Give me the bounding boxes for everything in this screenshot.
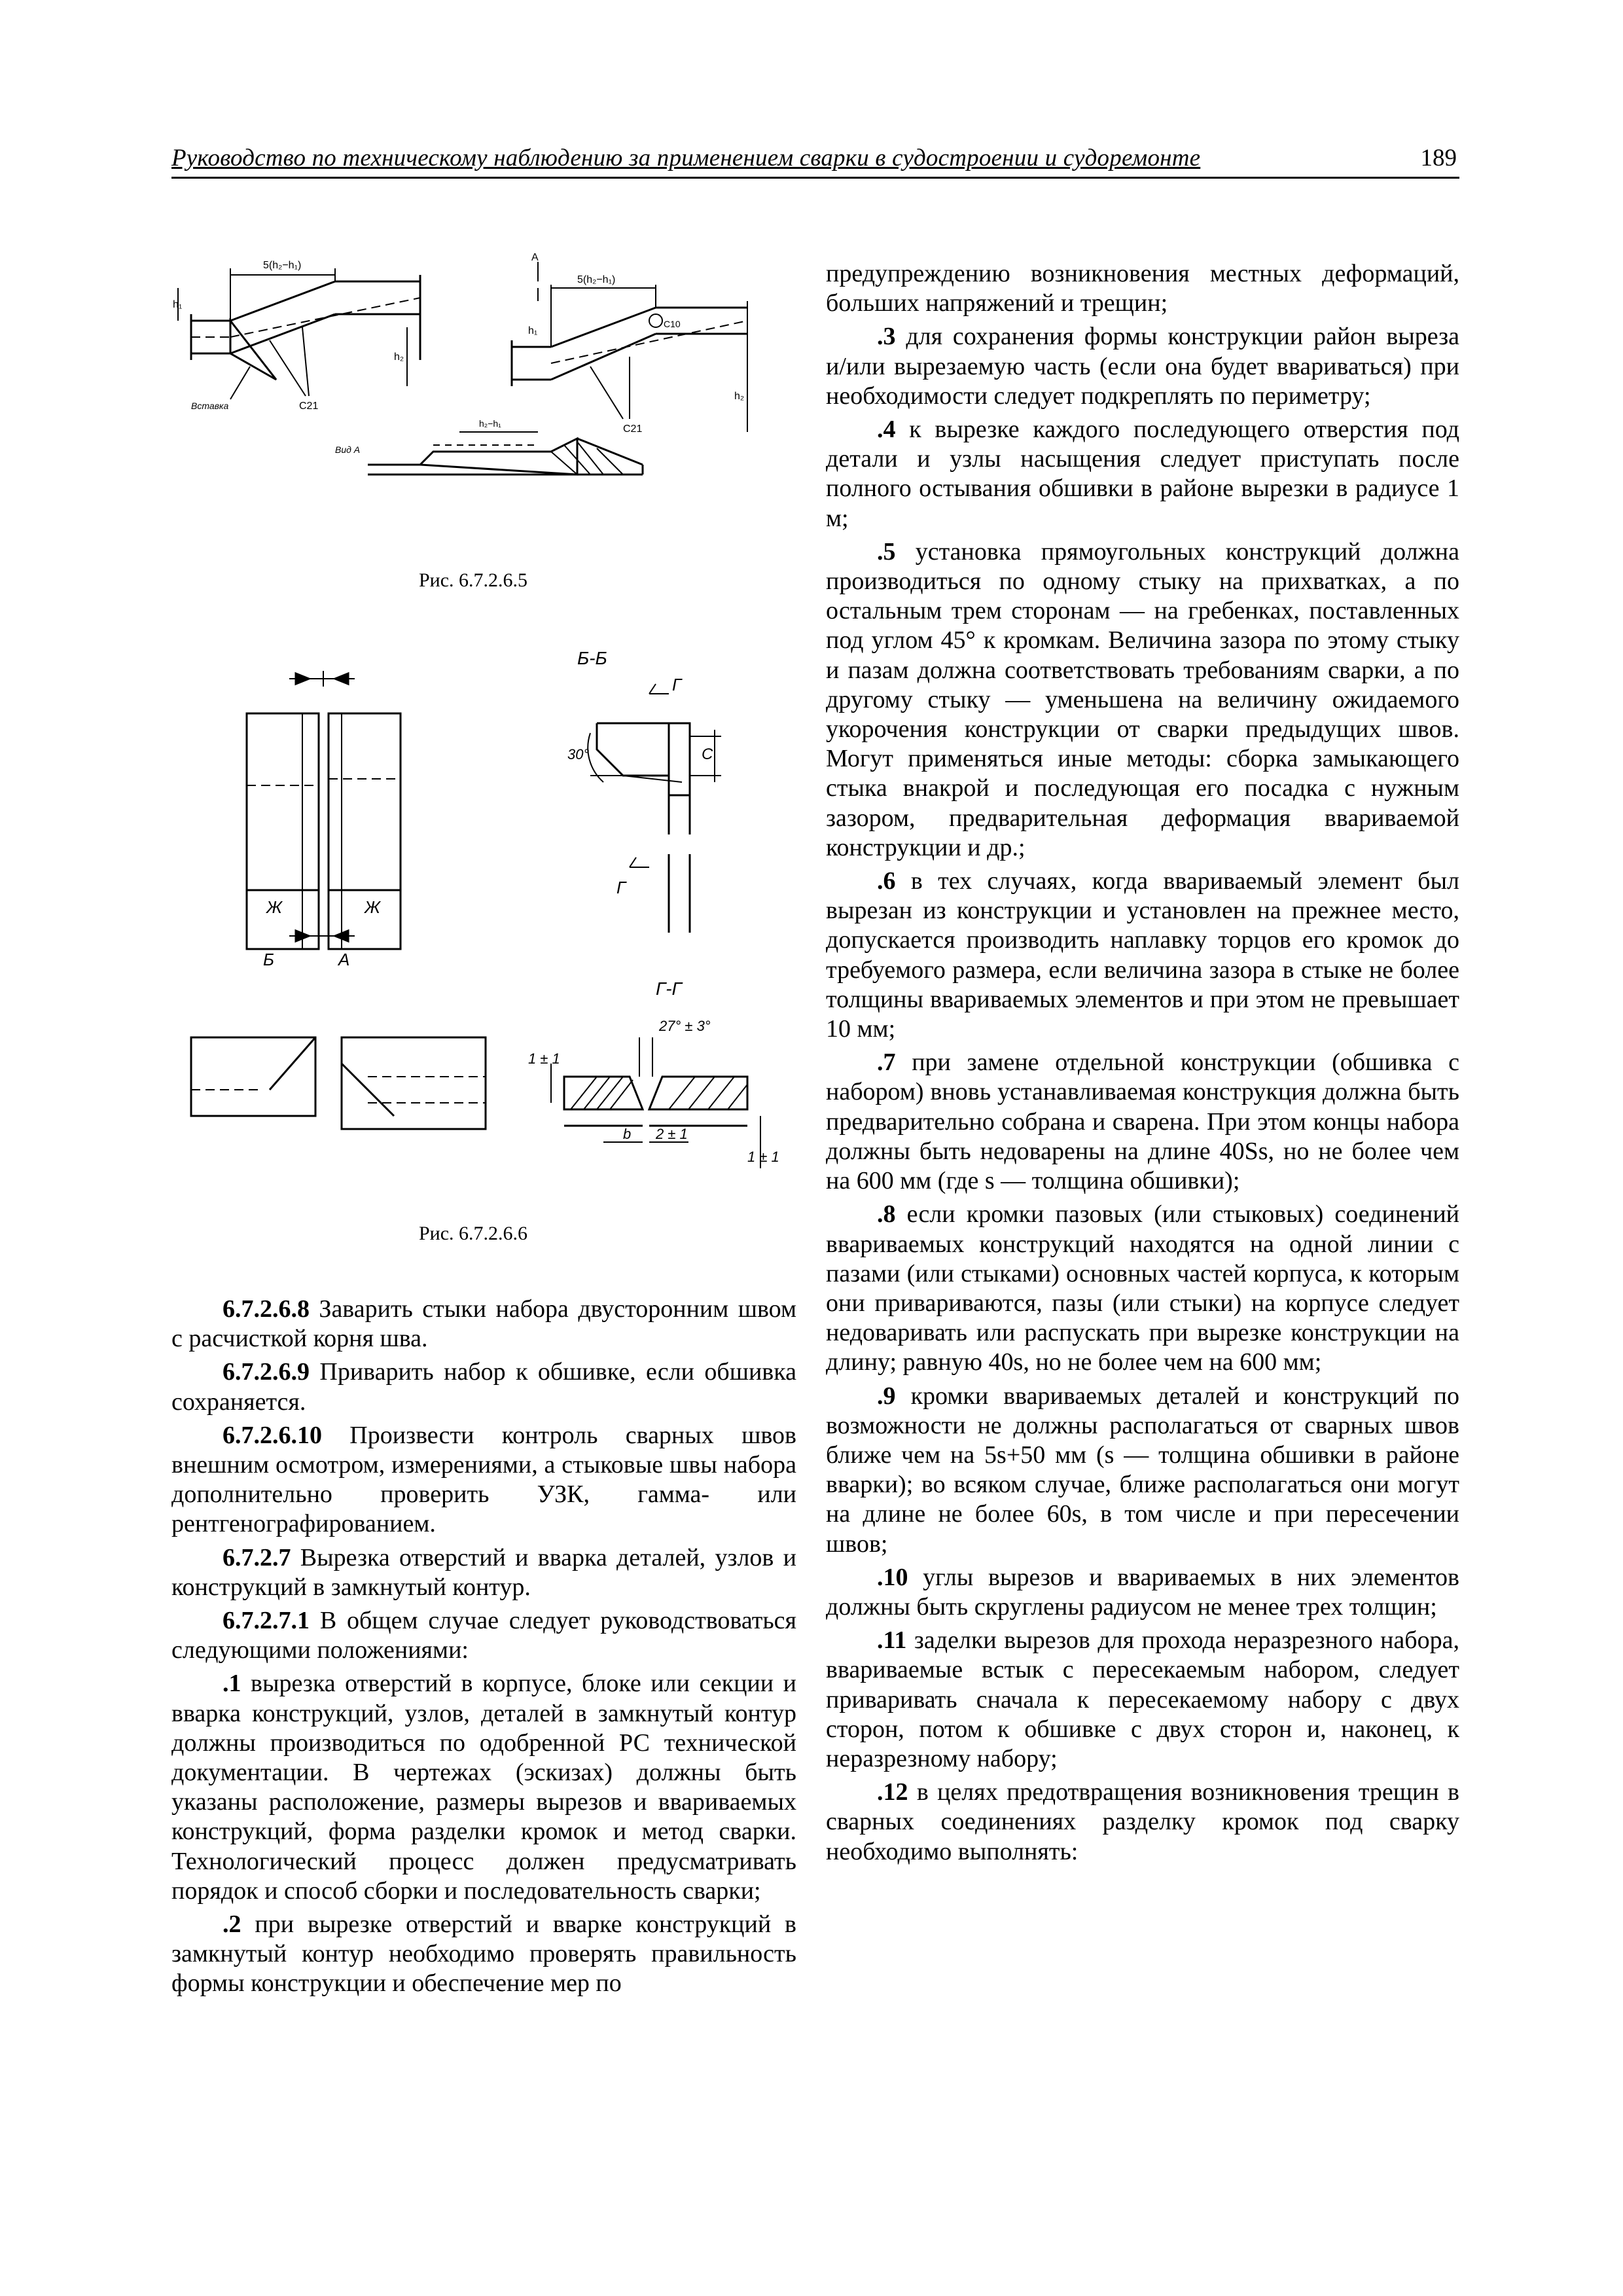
section-g-arrow-label: Г: [672, 675, 682, 694]
item-text: при замене отдельной конструкции (обшивка с набором) вновь устанавливаемая конструкция должна быть предварительно собрана и сварена. При этом концы набора должны быть недоварены на длине 40Ss, но не более чем на 600 мм (где s — толщина обшивки);: [826, 1049, 1459, 1195]
paragraph-6-7-2-6-8: [171, 1295, 796, 1354]
list-item-7: [826, 1048, 1459, 1196]
clause-text: Произвести контроль сварных швов внешним осмотром, измерениями, а стыковые швы набора дополнительно проверить УЗК, гамма- или рентгенографированием.: [171, 1421, 796, 1538]
item-text: вырезка отверстий в корпусе, блоке или секции и вварка конструкций, узлов, деталей в замкнутый контур должны производиться по одобренной РС технической документации. В чертежах (эскизах) должны быть указаны расположение, размеры вырезов и ввариваемых конструкций, форма разделки кромок и метод сварки. Технологический процесс должен предусматривать порядок и способ сборки и последовательность сварки;: [171, 1670, 796, 1905]
item-number: .3: [877, 323, 896, 351]
list-item-9: [826, 1382, 1459, 1559]
zh-left-label: Ж: [266, 897, 282, 917]
list-item-10: [826, 1563, 1459, 1622]
paragraph-6-7-2-6-10: [171, 1421, 796, 1539]
list-item-6: [826, 867, 1459, 1044]
item-text: если кромки пазовых (или стыковых) соединений ввариваемых конструкций находятся на одной линии с пазами (или стыками) основных частей корпуса, к которым они привариваются, пазы (или стыки) на корпусе следует недоваривать или распускать при вырезке конструкции на длину; равную 40s, но не более чем на 600 мм;: [826, 1200, 1459, 1376]
item-number: .9: [877, 1382, 896, 1410]
clause-text: В общем случае следует руководствоваться следующими положениями:: [171, 1607, 796, 1664]
a-letter-label: А: [338, 950, 350, 969]
h2-right-label: h₂: [734, 391, 745, 402]
item-text: установка прямоугольных конструкций должна производиться по одному стыку на прихватках, а по остальным трем сторонам — на гребенках, поставленных под углом 45° к кромкам. Величина зазора по этому стыку и пазам должна соответствовать требованиям сварки, а по другому стыку — уменьшена на величину ожидаемого укорочения конструкции от сварки предыдущих швов. Могут применяться иные методы: сборка замыкающего стыка внакрой и последующая его посадка с нужным зазором, предварительная деформация ввариваемой конструкции и др.;: [826, 537, 1459, 861]
item-text: кромки ввариваемых деталей и конструкций по возможности не должны располагаться от сварных швов ближе чем на 5s+50 мм (s — толщина обшивки в районе вварки); во всяком случае, ближе располагаться они могут на длине не более 60s, в том числе и при пересечении швов;: [826, 1382, 1459, 1558]
clause-text: Вырезка отверстий и вварка деталей, узлов и конструкций в замкнутый контур.: [171, 1543, 796, 1601]
list-item-3: [826, 322, 1459, 411]
gap-1-label: 1 ± 1: [528, 1050, 560, 1067]
item-number: .8: [877, 1200, 896, 1229]
vstavka-label: Вставка: [191, 401, 229, 411]
zh-right-label: Ж: [365, 897, 380, 917]
figure-caption-1: Рис. 6.7.2.6.5: [419, 569, 528, 591]
list-item-4: [826, 415, 1459, 533]
item-text: в тех случаях, когда ввариваемый элемент был вырезан из конструкции и установлен на прежнее место, допускается производить наплавку торцов его кромок до требуемого размера, если величина зазора в стыке не более толщины ввариваемых элементов и при этом не превышает 10 мм;: [826, 867, 1459, 1043]
item-number: .7: [877, 1049, 896, 1077]
item-text: углы вырезов и ввариваемых в них элементов должны быть скруглены радиусом не менее трех толщин;: [826, 1563, 1459, 1621]
item-text: заделки вырезов для прохода неразрезного набора, ввариваемые встык с пересекаемым набором, следует приваривать сначала к пересекаемому набору с двух сторон, потом к обшивке с двух сторон и, наконец, к неразрезному набору;: [826, 1626, 1459, 1772]
list-item-12: [826, 1778, 1459, 1867]
list-item-11: [826, 1626, 1459, 1774]
angle-30-label: 30°: [567, 746, 590, 762]
dim-label-left: 5(h₂−h₁): [263, 260, 302, 271]
dim-h-label: h₂−h₁: [479, 418, 501, 429]
header-title: Руководство по техническому наблюдению за применением сварки в судостроении и судоремонте: [171, 145, 1201, 171]
item-number: .11: [877, 1626, 907, 1655]
clause-text: Приварить набор к обшивке, если обшивка сохраняется.: [171, 1358, 796, 1416]
section-g-arrow-label-2: Г: [616, 878, 626, 897]
item-number: .4: [877, 416, 896, 444]
b-letter-label: Б: [263, 950, 274, 969]
paragraph-6-7-2-6-9: [171, 1357, 796, 1416]
paragraph-6-7-2-7: [171, 1543, 796, 1602]
page-number: 189: [1420, 145, 1457, 171]
angle-27-label: 27° ± 3°: [659, 1018, 711, 1034]
running-header: [171, 143, 1459, 179]
item-text: для сохранения формы конструкции район выреза и/или вырезаемую часть (если она будет ввариваться) при необходимости следует подкреплять по периметру;: [826, 323, 1459, 410]
continued-paragraph: предупреждению возникновения местных деформаций, больших напряжений и трещин;: [826, 260, 1459, 317]
list-item-1: [171, 1669, 796, 1906]
item-text: в целях предотвращения возникновения трещин в сварных соединениях разделку кромок под сварку необходимо выполнять:: [826, 1778, 1459, 1865]
paragraph-6-7-2-7-1: [171, 1606, 796, 1665]
clause-number: 6.7.2.7: [223, 1543, 291, 1571]
c21-right-label: С21: [623, 423, 643, 435]
figure-6-7-2-6-5: [171, 249, 813, 497]
gap-label: 2 ± 1: [656, 1126, 688, 1142]
c10-label: С10: [664, 319, 681, 329]
h1-left-label: h₁: [173, 299, 183, 310]
list-item-8: [826, 1200, 1459, 1377]
item-text: к вырезке каждого последующего отверстия под детали и узлы насыщения следует приступать после полного остывания обшивки в районе вырезки в радиусе 1 м;: [826, 416, 1459, 532]
clause-text: Заварить стыки набора двусторонним швом с расчисткой корня шва.: [171, 1295, 796, 1353]
clause-number: 6.7.2.6.9: [223, 1358, 310, 1386]
item-text: при вырезке отверстий и вварке конструкций в замкнутый контур необходимо проверять правильность формы конструкции и обеспечение мер по: [171, 1910, 796, 1998]
list-item-2: [171, 1910, 796, 1999]
item-number: .12: [877, 1778, 908, 1806]
figure-6-7-2-6-6: [171, 645, 813, 1221]
dim-label-right: 5(h₂−h₁): [577, 274, 616, 285]
arrow-a-label: A: [531, 252, 539, 263]
b-small-label: b: [623, 1126, 632, 1142]
item-number: .5: [877, 537, 896, 565]
clause-number: 6.7.2.7.1: [223, 1607, 310, 1635]
h2-left-label: h₂: [394, 351, 404, 363]
clause-number: 6.7.2.6.10: [223, 1421, 322, 1449]
c-dim-label: C: [702, 745, 713, 763]
h1-right-label: h₁: [528, 325, 538, 336]
section-gg-label: Г-Г: [656, 978, 682, 999]
gap-2-label: 1 ± 1: [747, 1149, 779, 1165]
item-number: .10: [877, 1563, 908, 1591]
figure-caption-2: Рис. 6.7.2.6.6: [419, 1223, 528, 1244]
vid-a-label: Вид А: [335, 444, 361, 455]
list-item-5: [826, 537, 1459, 863]
left-text-column: [171, 1295, 796, 2003]
item-number: .1: [223, 1670, 241, 1698]
item-number: .2: [223, 1910, 241, 1939]
right-text-column: [826, 259, 1459, 1871]
clause-number: 6.7.2.6.8: [223, 1295, 310, 1323]
c21-left-label: С21: [299, 401, 319, 412]
item-number: .6: [877, 867, 896, 895]
section-bb-label: Б-Б: [577, 648, 607, 668]
